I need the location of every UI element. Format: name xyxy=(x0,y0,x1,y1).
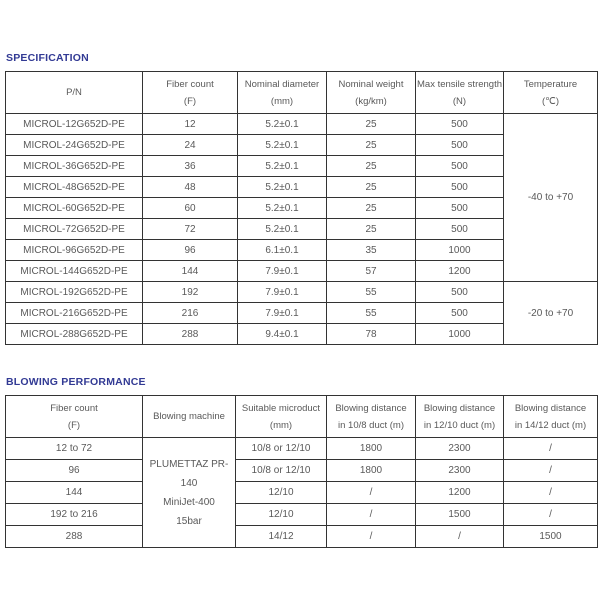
table-cell: / xyxy=(504,460,598,482)
table-cell: 500 xyxy=(416,219,504,240)
table-row xyxy=(6,482,598,504)
column-header: Nominal weight (kg/km) xyxy=(327,72,416,114)
table-cell: 192 to 216 xyxy=(6,504,143,526)
table-cell: / xyxy=(327,526,416,548)
table-cell: 144 xyxy=(143,261,238,282)
table-cell: 1200 xyxy=(416,261,504,282)
table-cell: 48 xyxy=(143,177,238,198)
table-cell: 288 xyxy=(6,526,143,548)
table-cell: 25 xyxy=(327,156,416,177)
table-cell: 1200 xyxy=(416,482,504,504)
table-cell: 12/10 xyxy=(236,482,327,504)
table-cell: MICROL-288G652D-PE xyxy=(6,324,143,345)
table-cell: / xyxy=(327,504,416,526)
table-cell: 57 xyxy=(327,261,416,282)
table-cell: MICROL-72G652D-PE xyxy=(6,219,143,240)
table-cell: 500 xyxy=(416,156,504,177)
table-cell: 5.2±0.1 xyxy=(238,114,327,135)
table-cell: MICROL-96G652D-PE xyxy=(6,240,143,261)
table-cell: 14/12 xyxy=(236,526,327,548)
column-header: Blowing machine xyxy=(143,396,236,438)
table-cell: MICROL-60G652D-PE xyxy=(6,198,143,219)
column-header: Temperature (℃) xyxy=(504,72,598,114)
table-cell: 96 xyxy=(143,240,238,261)
table-cell: 12 to 72 xyxy=(6,438,143,460)
table-cell: 25 xyxy=(327,177,416,198)
table-cell: / xyxy=(327,482,416,504)
table-cell: 1000 xyxy=(416,240,504,261)
table-cell: 2300 xyxy=(416,438,504,460)
table-cell: 10/8 or 12/10 xyxy=(236,438,327,460)
table-cell: 500 xyxy=(416,198,504,219)
column-header: Blowing distance in 10/8 duct (m) xyxy=(327,396,416,438)
table-row xyxy=(6,526,598,548)
table-cell: 25 xyxy=(327,114,416,135)
table-cell: 72 xyxy=(143,219,238,240)
table-cell: 25 xyxy=(327,198,416,219)
column-header: Nominal diameter (mm) xyxy=(238,72,327,114)
table-cell: / xyxy=(504,438,598,460)
table-row xyxy=(6,504,598,526)
table-cell: 500 xyxy=(416,303,504,324)
column-header: P/N xyxy=(6,72,143,114)
table-cell: MICROL-216G652D-PE xyxy=(6,303,143,324)
table-cell: / xyxy=(504,482,598,504)
table-cell: 1500 xyxy=(416,504,504,526)
table-cell: 216 xyxy=(143,303,238,324)
table-cell: 7.9±0.1 xyxy=(238,282,327,303)
column-header: Max tensile strength (N) xyxy=(416,72,504,114)
table-cell: 5.2±0.1 xyxy=(238,135,327,156)
table-cell: 5.2±0.1 xyxy=(238,177,327,198)
table-cell: -20 to +70 xyxy=(504,282,598,345)
header-row xyxy=(6,396,598,438)
specification-section-title: SPECIFICATION xyxy=(6,52,89,64)
table-cell: 5.2±0.1 xyxy=(238,198,327,219)
table-cell: 1500 xyxy=(504,526,598,548)
table-cell: 288 xyxy=(143,324,238,345)
column-header: Fiber count (F) xyxy=(143,72,238,114)
table-cell: 25 xyxy=(327,135,416,156)
table-cell: -40 to +70 xyxy=(504,114,598,282)
column-header: Suitable microduct (mm) xyxy=(236,396,327,438)
header-row xyxy=(6,72,598,114)
table-cell: 144 xyxy=(6,482,143,504)
table-cell: 5.2±0.1 xyxy=(238,156,327,177)
table-cell: 55 xyxy=(327,282,416,303)
table-cell: MICROL-192G652D-PE xyxy=(6,282,143,303)
table-cell: 1800 xyxy=(327,438,416,460)
table-cell: 7.9±0.1 xyxy=(238,261,327,282)
table-cell: 96 xyxy=(6,460,143,482)
table-row xyxy=(6,460,598,482)
table-row xyxy=(6,438,598,460)
table-cell: MICROL-12G652D-PE xyxy=(6,114,143,135)
table-cell: 500 xyxy=(416,135,504,156)
specification-table xyxy=(5,71,598,345)
table-cell: 1800 xyxy=(327,460,416,482)
table-cell: PLUMETTAZ PR- 140 MiniJet-400 15bar xyxy=(143,438,236,548)
table-cell: 10/8 or 12/10 xyxy=(236,460,327,482)
column-header: Fiber count (F) xyxy=(6,396,143,438)
table-cell: 12 xyxy=(143,114,238,135)
table-cell: 192 xyxy=(143,282,238,303)
table-cell: 6.1±0.1 xyxy=(238,240,327,261)
table-cell: MICROL-24G652D-PE xyxy=(6,135,143,156)
table-cell: 500 xyxy=(416,177,504,198)
table-cell: 25 xyxy=(327,219,416,240)
column-header: Blowing distance in 14/12 duct (m) xyxy=(504,396,598,438)
table-cell: 78 xyxy=(327,324,416,345)
table-cell: 500 xyxy=(416,282,504,303)
table-cell: 1000 xyxy=(416,324,504,345)
table-cell: MICROL-144G652D-PE xyxy=(6,261,143,282)
table-cell: MICROL-48G652D-PE xyxy=(6,177,143,198)
table-cell: MICROL-36G652D-PE xyxy=(6,156,143,177)
table-cell: 5.2±0.1 xyxy=(238,219,327,240)
table-cell: / xyxy=(504,504,598,526)
table-cell: 36 xyxy=(143,156,238,177)
column-header: Blowing distance in 12/10 duct (m) xyxy=(416,396,504,438)
table-cell: / xyxy=(416,526,504,548)
table-cell: 2300 xyxy=(416,460,504,482)
table-cell: 35 xyxy=(327,240,416,261)
table-cell: 55 xyxy=(327,303,416,324)
table-cell: 60 xyxy=(143,198,238,219)
table-cell: 24 xyxy=(143,135,238,156)
table-row xyxy=(6,282,598,303)
table-cell: 500 xyxy=(416,114,504,135)
table-cell: 12/10 xyxy=(236,504,327,526)
table-row xyxy=(6,114,598,135)
blowing-performance-section-title: BLOWING PERFORMANCE xyxy=(6,376,146,388)
table-cell: 7.9±0.1 xyxy=(238,303,327,324)
table-cell: 9.4±0.1 xyxy=(238,324,327,345)
blowing-performance-table xyxy=(5,395,598,548)
